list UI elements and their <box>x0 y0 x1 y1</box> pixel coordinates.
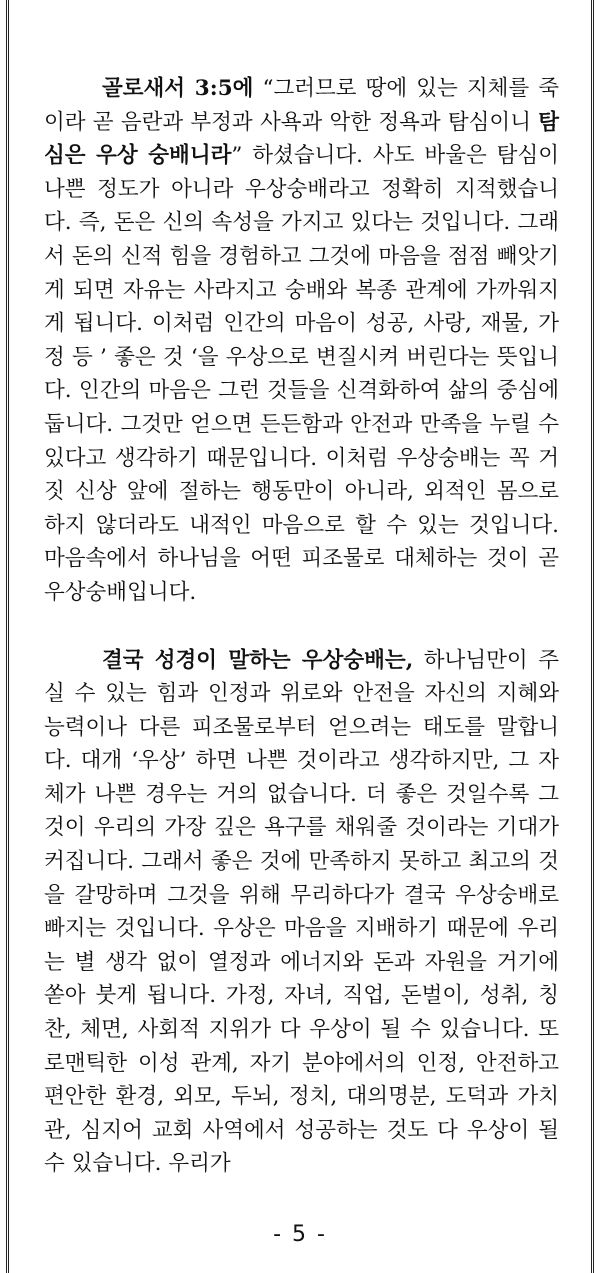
emphasis-text: 결국 성경이 말하는 우상숭배는, <box>102 647 414 673</box>
scripture-reference: 골로새서 3:5에 <box>102 76 254 101</box>
page-number: - 5 - <box>273 1222 327 1247</box>
document-body <box>44 72 559 1181</box>
paragraph-text: ” 하셨습니다. 사도 바울은 탐심이 나쁜 정도가 아니라 우상숭배라고 정확히 지적했습니다. 즉, 돈은 신의 속성을 가지고 있다는 것입니다. 그래서 돈의 신적 힘을 경험하고 그것에 마음을 점점 빼앗기게 되면 자유는 사라지고 숭배와 복종 관계에 가까워지게 됩니다. 이처럼 인간의 마음이 성공, 사랑, 재물, 가정 등 ’ 좋은 것 ‘을 우상으로 변질시켜 버린다는 뜻입니다. 인간의 마음은 그런 것들을 신격화하여 삶의 중심에 둡니다. 그것만 얻으면 든든함과 안전과 만족을 누릴 수 있다고 생각하기 때문입니다. 이처럼 우상숭배는 꼭 거짓 신상 앞에 절하는 행동만이 아니라, 외적인 몸으로 하지 않더라도 내적인 마음으로 할 수 있는 것입니다. 마음속에서 하나님을 어떤 피조물로 대체하는 것이 곧 우상숭배입니다. <box>44 143 559 605</box>
paragraph-text: 하나님만이 주실 수 있는 힘과 인정과 위로와 안전을 자신의 지혜와 능력이나 다른 피조물로부터 얻으려는 태도를 말합니다. 대개 ‘우상’ 하면 나쁜 것이라고 생각하지만, 그 자체가 나쁜 경우는 거의 없습니다. 더 좋은 것일수록 그것이 우리의 가장 깊은 욕구를 채워줄 것이라는 기대가 커집니다. 그래서 좋은 것에 만족하지 못하고 최고의 것을 갈망하며 그것을 위해 무리하다가 결국 우상숭배로 빠지는 것입니다. 우상은 마음을 지배하기 때문에 우리는 별 생각 없이 열정과 에너지와 돈과 자원을 거기에 쏟아 붓게 됩니다. 가정, 자녀, 직업, 돈벌이, 성취, 칭찬, 체면, 사회적 지위가 다 우상이 될 수 있습니다. 또 로맨틱한 이성 관계, 자기 분야에서의 인정, 안전하고 편안한 환경, 외모, 두뇌, 정치, 대의명분, 도덕과 가치관, 심지어 교회 사역에서 성공하는 것도 다 우상이 될 수 있습니다. 우리가 <box>44 647 559 1177</box>
paragraph-text: “그러므로 땅에 있는 지체를 죽이라 곧 음란과 부정과 사욕과 악한 정욕과 탐심이니 <box>44 76 559 135</box>
paragraph-2 <box>44 644 559 1182</box>
paragraph-1 <box>44 72 559 610</box>
emphasis-text: 탐심은 우상 숭배니라 <box>44 109 559 169</box>
